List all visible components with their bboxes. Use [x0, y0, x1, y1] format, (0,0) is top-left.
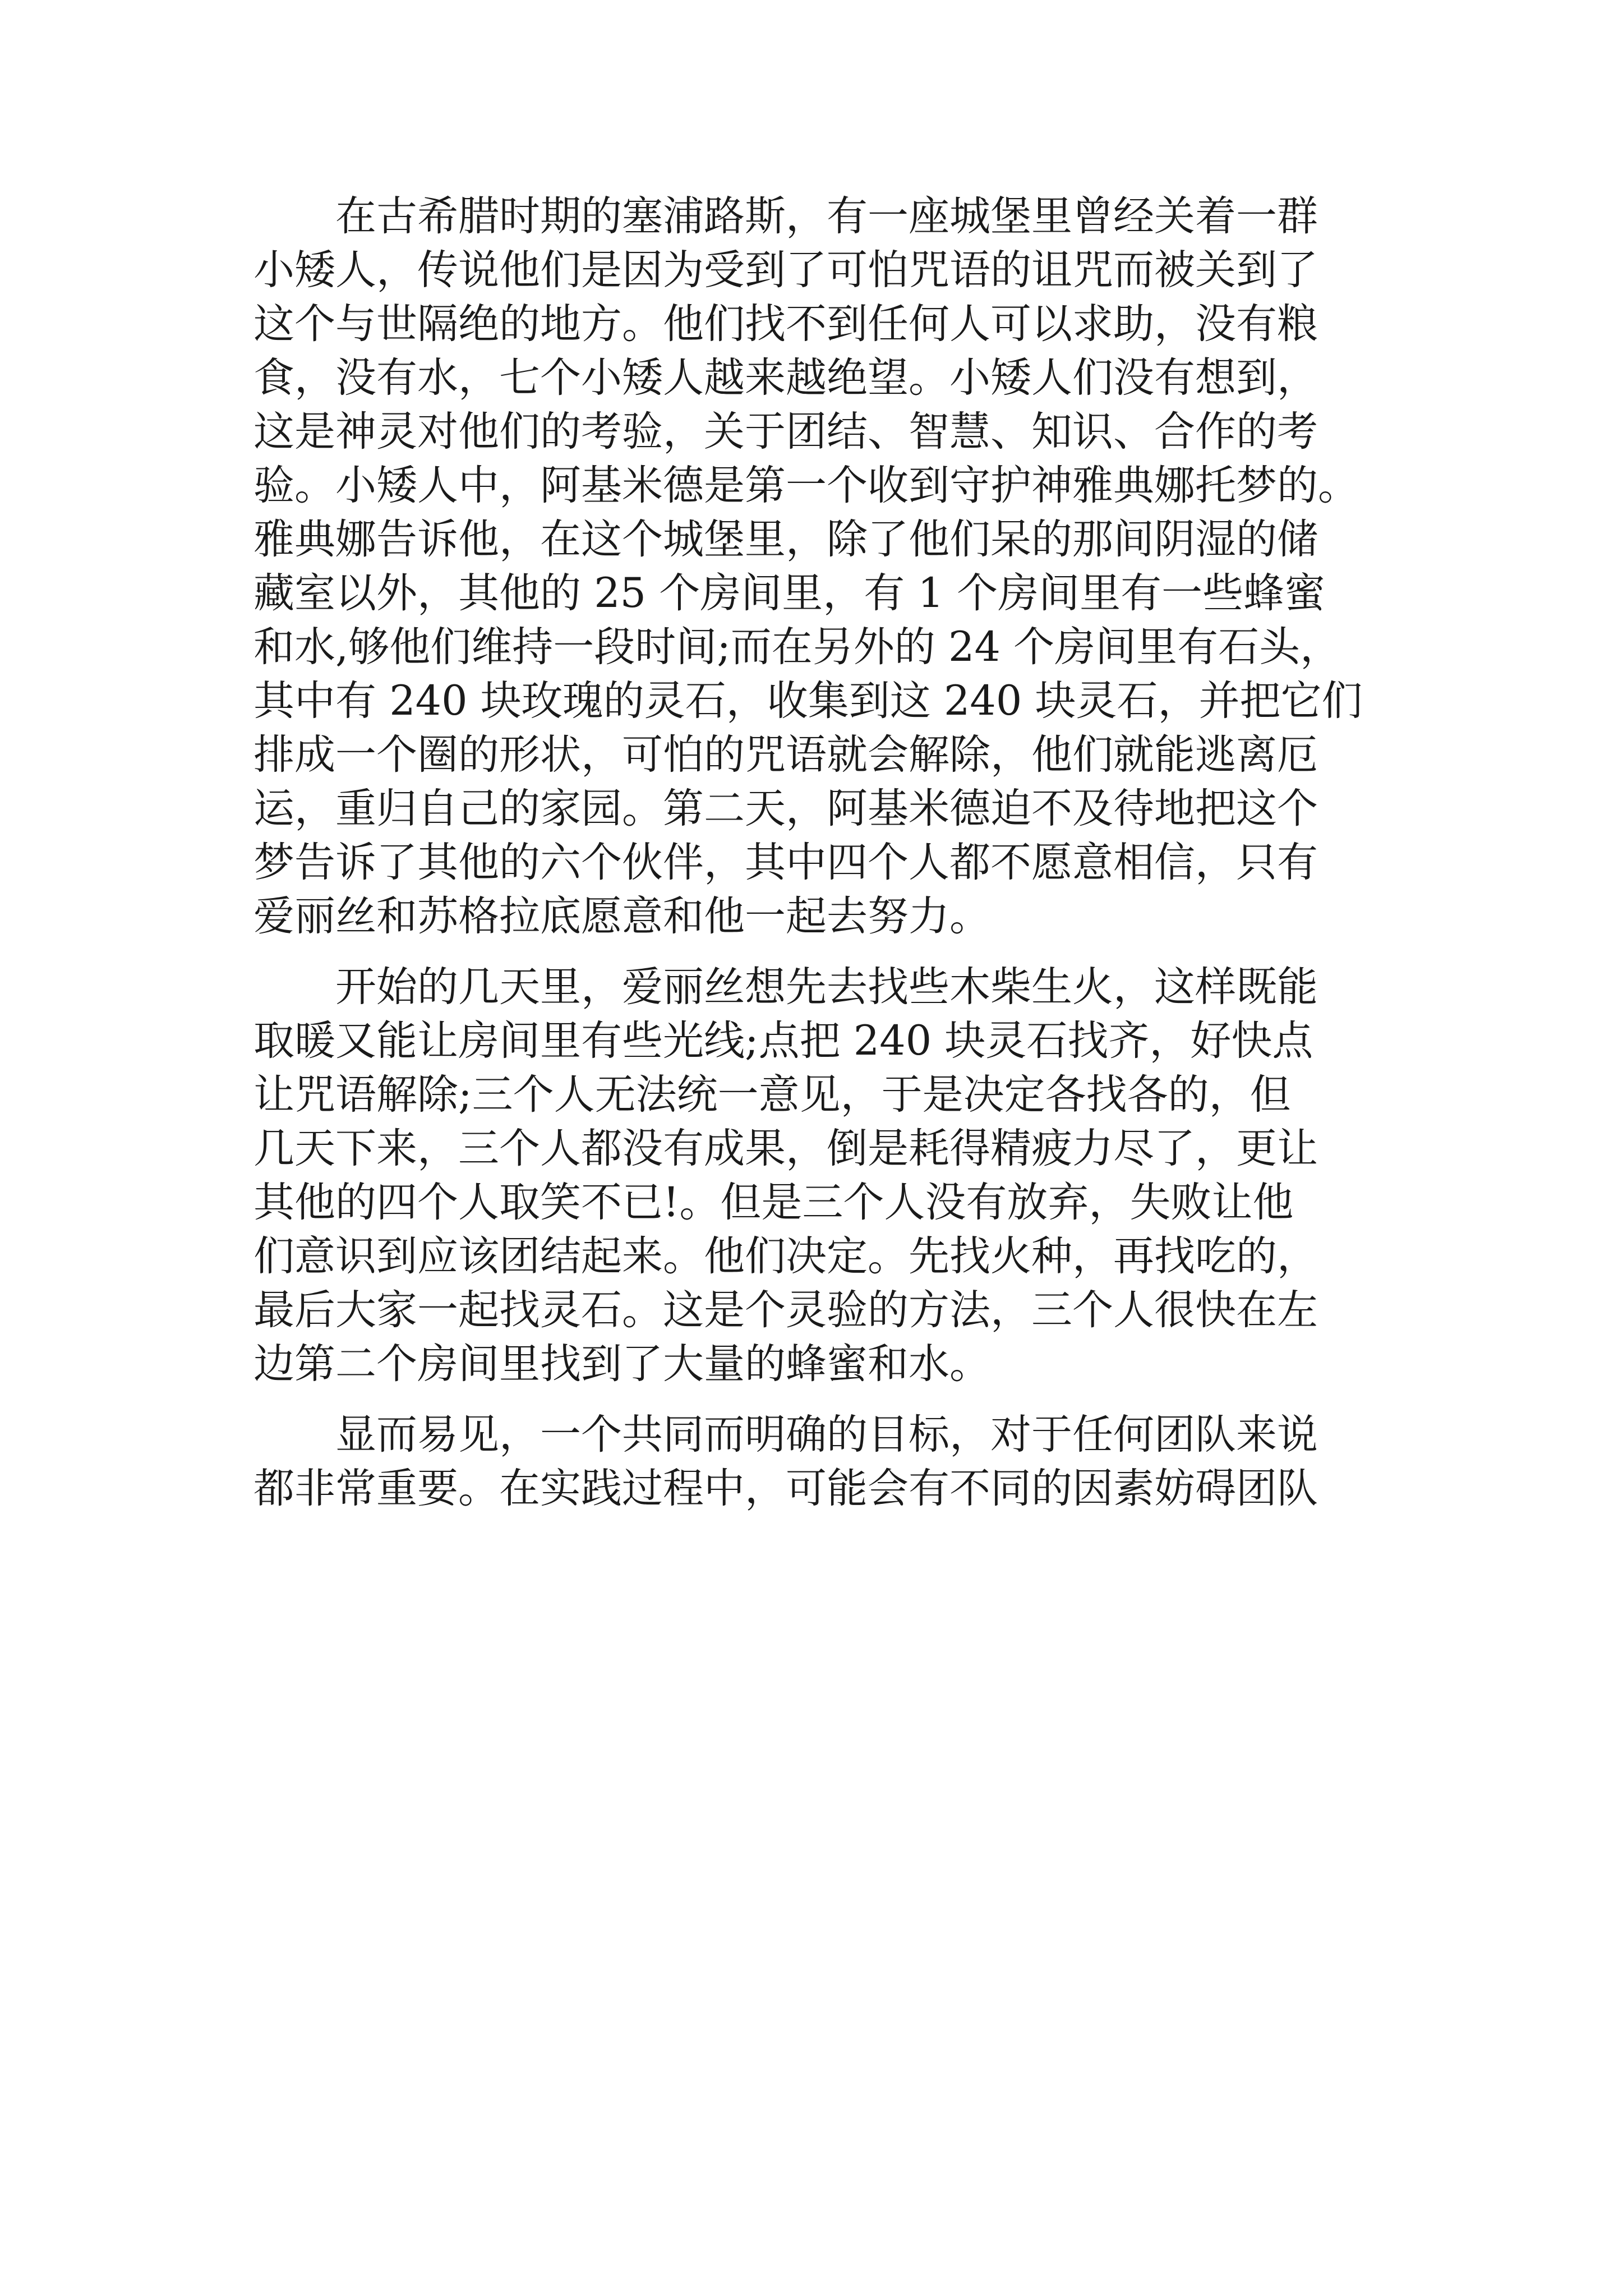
text-line: 取暖又能让房间里有些光线;点把 240 块灵石找齐，好快点 [253, 1017, 1313, 1065]
text-line: 排成一个圈的形状，可怕的咒语就会解除，他们就能逃离厄 [253, 731, 1318, 779]
text-line: 和水,够他们维持一段时间;而在另外的 24 个房间里有石头， [253, 623, 1341, 671]
text-line: 藏室以外，其他的 25 个房间里，有 1 个房间里有一些蜂蜜 [253, 569, 1326, 617]
text-line: 开始的几天里，爱丽丝想先去找些木柴生火，这样既能 [335, 963, 1318, 1011]
text-line: 运，重归自己的家园。第二天，阿基米德迫不及待地把这个 [253, 785, 1318, 832]
text-line: 其中有 240 块玫瑰的灵石，收集到这 240 块灵石，并把它们 [253, 677, 1363, 725]
text-line: 雅典娜告诉他，在这个城堡里，除了他们呆的那间阴湿的储 [253, 516, 1318, 563]
text-line: 这个与世隔绝的地方。他们找不到任何人可以求助，没有粮 [253, 300, 1318, 348]
text-line: 这是神灵对他们的考验，关于团结、智慧、知识、合作的考 [253, 408, 1318, 455]
body-text [253, 190, 1381, 1516]
text-line: 边第二个房间里找到了大量的蜂蜜和水。 [253, 1340, 990, 1388]
text-line: 其他的四个人取笑不已!。但是三个人没有放弃，失败让他 [253, 1179, 1294, 1226]
text-line: 几天下来，三个人都没有成果，倒是耗得精疲力尽了，更让 [253, 1125, 1318, 1172]
text-line: 梦告诉了其他的六个伙伴，其中四个人都不愿意相信，只有 [253, 839, 1318, 886]
paragraph-2 [253, 960, 1381, 1391]
paragraph-1 [253, 190, 1381, 944]
text-line: 食，没有水，七个小矮人越来越绝望。小矮人们没有想到， [253, 354, 1318, 402]
text-line: 让咒语解除;三个人无法统一意见，于是决定各找各的，但 [253, 1071, 1291, 1119]
text-line: 爱丽丝和苏格拉底愿意和他一起去努力。 [253, 892, 990, 940]
paragraph-3 [253, 1408, 1381, 1516]
text-line: 在古希腊时期的塞浦路斯，有一座城堡里曾经关着一群 [335, 192, 1318, 240]
text-line: 们意识到应该团结起来。他们决定。先找火种，再找吃的， [253, 1232, 1318, 1280]
text-line: 最后大家一起找灵石。这是个灵验的方法，三个人很快在左 [253, 1286, 1318, 1334]
text-line: 验。小矮人中，阿基米德是第一个收到守护神雅典娜托梦的。 [253, 462, 1359, 509]
text-line: 小矮人，传说他们是因为受到了可怕咒语的诅咒而被关到了 [253, 246, 1318, 294]
text-line: 都非常重要。在实践过程中，可能会有不同的因素妨碍团队 [253, 1465, 1318, 1512]
text-line: 显而易见，一个共同而明确的目标，对于任何团队来说 [335, 1411, 1318, 1458]
